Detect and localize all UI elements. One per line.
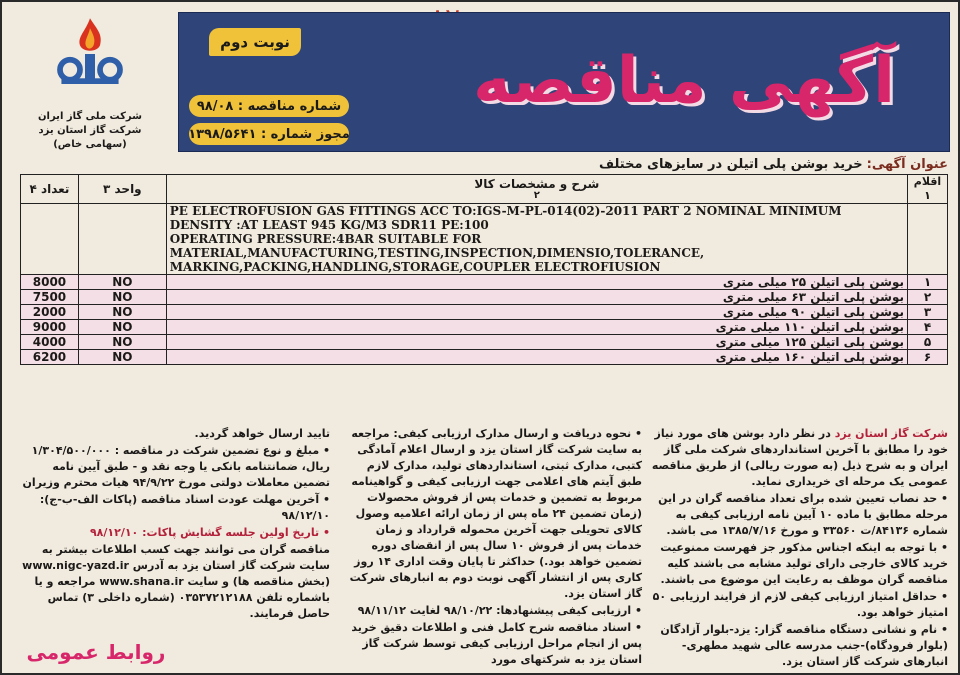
spec-row [21,204,948,275]
paragraph: • حد نصاب تعیین شده برای تعداد مناقصه گران در این مرحله مطابق با ماده ۱۰ آیین نامه ارزیابی کیفی به شماره ۸۴۱۳۶/ت ۳۳۵۶۰ و مورخ ۱۳۸۵/۷/۱۶ می باشد. [658,492,948,537]
header-desc: شرح و مشخصات کالا ۲ [166,175,907,204]
body-column-left [22,426,330,623]
paragraph: • حداقل امتیاز ارزیابی کیفی لازم از فرایند ارزیابی ۵۰ امتیاز خواهد بود. [652,590,948,619]
table-row: 7500 NO بوشن پلی اتیلن ۶۳ میلی متری ۲ [21,290,948,305]
subject-label: عنوان آگهی: [866,156,948,172]
public-relations-signature: روابط عمومی [26,640,166,664]
spec-text: PE ELECTROFUSION GAS FITTINGS ACC TO:IGS-M-PL-014(02)-2011 PART 2 NOMINAL MINIMUM DENSITY :AT LEAST 945 KG/M3 SDR11 PE:100 OPERATING PRESSURE:4BAR SUITABLE FOR MATERIAL,MANUFACTURING,TESTING,INSPECTION,DIMENSIO,TOLERANCE, MARKING,PACKING,HANDLING,STORAGE,COUPLER ELECTROFIUSION [166,204,907,275]
company-name: شرکت ملی گاز ایران شرکت گاز استان یزد (سهامی خاص) [38,111,142,150]
subject-text: خرید بوشن پلی اتیلن در سایزهای مختلف [599,156,863,172]
nigc-flame-logo-icon [20,14,160,114]
paragraph: مناقصه گران می توانند جهت کسب اطلاعات بیشتر به سایت شرکت گاز استان یزد به آدرس www.nigc-yazd.ir (بخش مناقصه ها) و سایت www.shana.ir مراجعه و یا باشماره تلفن ۰۳۵۳۷۲۱۲۱۸۸ (شماره داخلی ۳) تماس حاصل فرمایند. [22,543,330,620]
paragraph: شرکت گاز استان یزد در نظر دارد بوشن های مورد نیاز خود را مطابق با آخرین استانداردهای شرکت ملی گاز ایران و به شرح ذیل (به صورت ریالی) از طریق مناقصه عمومی یک مرحله ای خریداری نماید. [651,427,948,488]
header-item: اقلام ۱ [907,175,947,204]
round-badge: نوبت دوم [209,28,301,56]
paragraph: • نحوه دریافت و ارسال مدارک ارزیابی کیفی: مراجعه به سایت شرکت گاز استان یزد و ارسال اعلام آمادگی کتبی، مدارک ثبتی، استانداردهای تولید، مدارک لازم طبق آیتم های اعلامی جهت ارزیابی کیفی و گواهینامه مربوط به تضمین و خدمات پس از فروش محصولات (زمان تضمین ۲۴ ماه پس از زمان ارائه اعلامیه وصول کالای تحویلی جهت آخرین محموله قرارداد و زمان خدمات پس از فروش ۱۰ سال پس از انقضای دوره تضمین خواهد بود.) حداکثر تا پایان وقت اداری ۱۴ روز کاری پس از انتشار آگهی نوبت دوم به انبارهای شرکت گاز استان یزد. [349,427,642,600]
header-banner [178,12,950,152]
tender-number: شماره مناقصه : ۹۸/۰۸ [189,95,349,117]
paragraph: • آخرین مهلت عودت اسناد مناقصه (پاکات الف-ب-ج): ۹۸/۱۲/۱۰ [39,493,330,522]
table-row: 9000 NO بوشن پلی اتیلن ۱۱۰ میلی متری ۴ [21,320,948,335]
table-row: 8000 NO بوشن پلی اتیلن ۲۵ میلی متری ۱ [21,275,948,290]
table-row: 6200 NO بوشن پلی اتیلن ۱۶۰ میلی متری ۶ [21,350,948,365]
paragraph: • تاریخ اولین جلسه گشایش پاکات: ۹۸/۱۲/۱۰ [89,526,330,539]
table-header [21,175,948,204]
permit-number: مجوز شماره : ۱۳۹۸/۵۶۴۱ [189,123,349,145]
paragraph: • ارزیابی کیفی پیشنهادها: ۹۸/۱۰/۲۲ لغایت ۹۸/۱۱/۱۲ [357,604,642,617]
notice-subject [472,154,948,174]
paragraph: تایید ارسال خواهد گردید. [194,427,330,440]
table-row: 2000 NO بوشن پلی اتیلن ۹۰ میلی متری ۳ [21,305,948,320]
page-title: آگهی مناقصه [473,44,895,118]
body-column-middle [340,426,642,669]
paragraph: • مبلغ و نوع تضمین شرکت در مناقصه : ۱/۳۰۴/۵۰۰/۰۰۰ ریال، ضمانتنامه بانکی یا وجه نقد و - طبق آیین نامه تضمین معاملات دولتی مورخ ۹۴/۹/۲۲ هیات محترم وزیران [22,444,330,489]
header-qty: تعداد ۴ [21,175,79,204]
body-column-right [650,426,948,671]
items-table [20,174,948,365]
paragraph: • با توجه به اینکه اجناس مذکور جز فهرست ممنوعیت خرید کالای خارجی دارای تولید مشابه می باشند کلیه مناقصه گران موظف به رعایت این موضوع می باشند. [660,541,948,586]
paragraph: • اسناد مناقصه شرح کامل فنی و اطلاعات دقیق خرید پس از انجام مراحل ارزیابی کیفی توسط شرکت گاز استان یزد به شرکتهای مورد [351,621,642,666]
table-row: 4000 NO بوشن پلی اتیلن ۱۲۵ میلی متری ۵ [21,335,948,350]
header-unit: واحد ۳ [78,175,166,204]
paragraph: • نام و نشانی دستگاه مناقصه گزار: یزد-بلوار آزادگان (بلوار فرودگاه)-جنب مدرسه عالی شهید مطهری-انبارهای شرکت گاز استان یزد. [660,623,948,668]
